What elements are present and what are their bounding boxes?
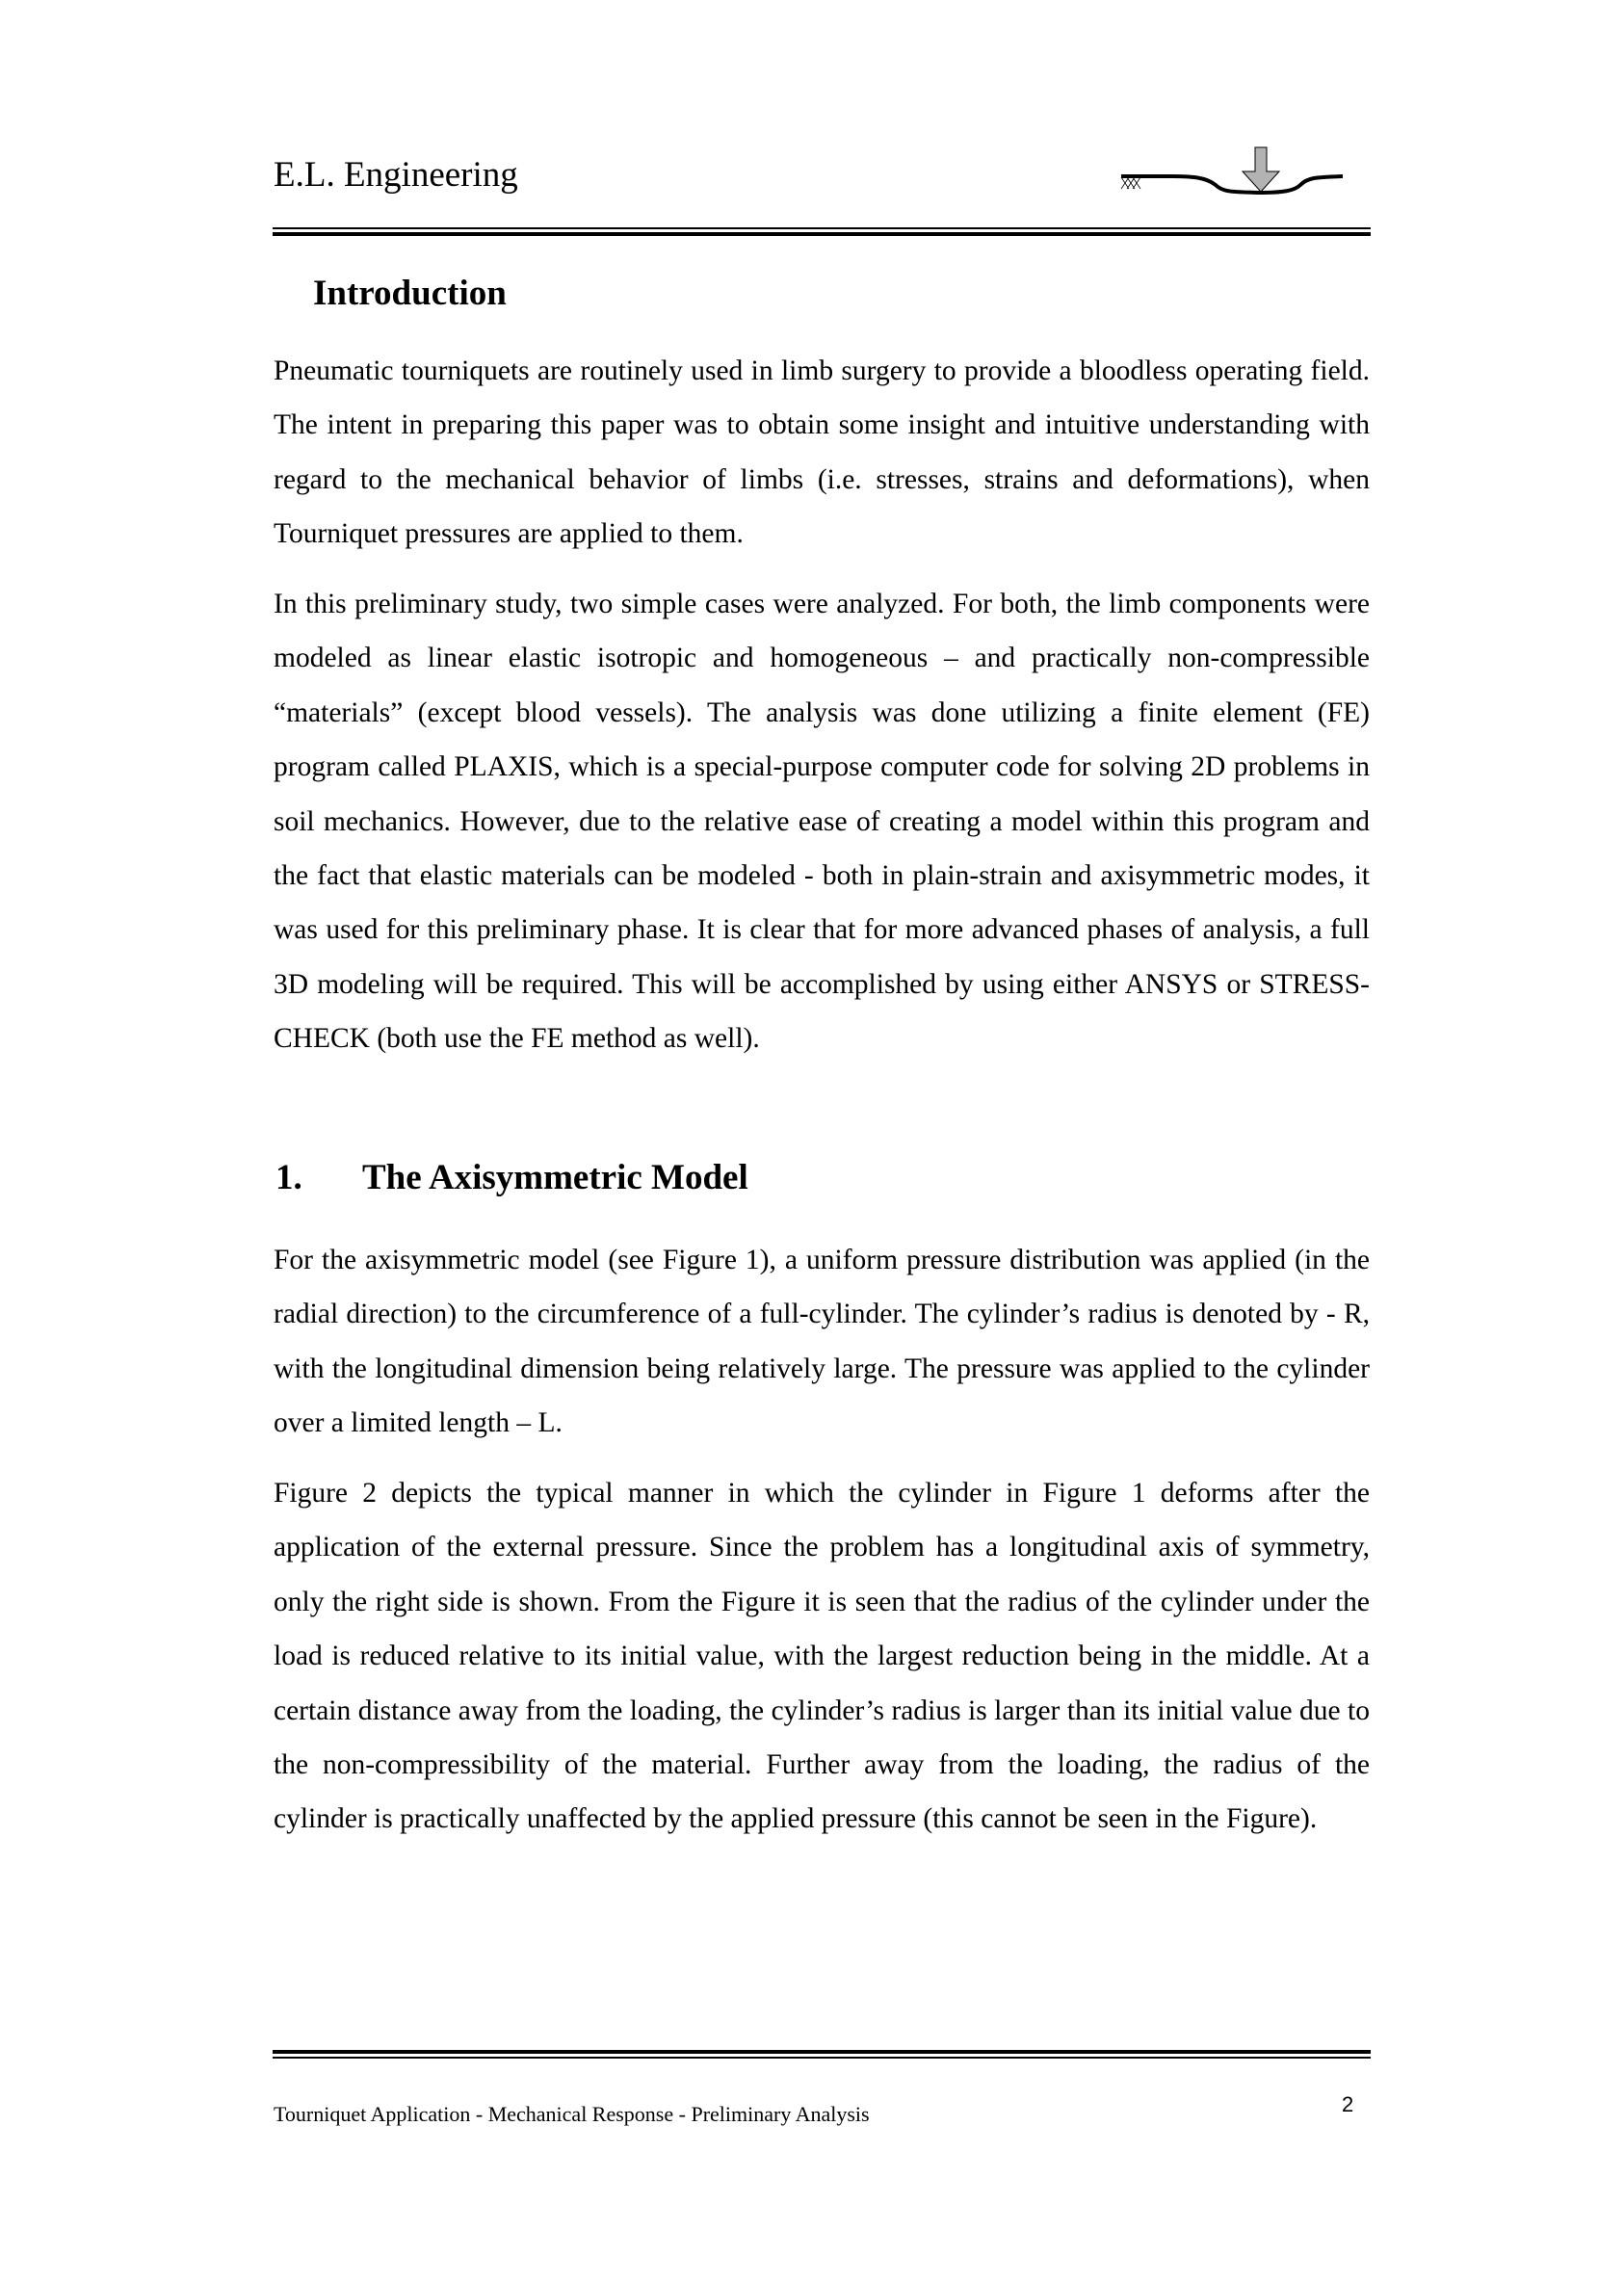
- section-number: 1.: [275, 1158, 302, 1197]
- ground-deformation-arrow-icon: [1119, 135, 1370, 202]
- section-1-paragraph-2: Figure 2 depicts the typical manner in which the cylinder in Figure 1 deforms after the application of the external pressure. Since the problem has a longitudinal axis of symmetry, only the right side is shown. From the Figure it is seen that the radius of the cylinder under the load is reduced relative to its initial value, with the largest reduction being in the middle. At a certain distance away from the loading, the cylinder’s radius is larger than its initial value due to the non-compressibility of the material. Further away from the loading, the radius of the cylinder is practically unaffected by the applied pressure (this cannot be seen in the Figure).: [274, 1478, 1370, 1835]
- intro-heading: Introduction: [313, 274, 507, 313]
- footer-divider: [273, 2050, 1371, 2059]
- intro-paragraph-1: Pneumatic tourniquets are routinely used in limb surgery to provide a bloodless operating field. The intent in preparing this paper was to obtain some insight and intuitive understanding with regard to the mechanical behavior of limbs (i.e. stresses, strains and deformations), when Tourniquet pressures are applied to them.: [274, 355, 1370, 550]
- header-divider: [273, 227, 1371, 236]
- section-1-heading: [275, 1156, 748, 1200]
- hatch-support-icon: [1121, 177, 1140, 189]
- deformed-surface-line: [1121, 176, 1343, 193]
- footer-document-title: Tourniquet Application - Mechanical Response - Preliminary Analysis: [274, 2102, 870, 2126]
- page-number: 2: [1342, 2092, 1354, 2116]
- section-1-paragraph-1: For the axisymmetric model (see Figure 1), a uniform pressure distribution was applied (in the radial direction) to the circumference of a full-cylinder. The cylinder’s radius is denoted by - R, with the longitudinal dimension being relatively large. The pressure was applied to the cylinder over a limited length – L.: [274, 1245, 1370, 1439]
- intro-paragraph-2: In this preliminary study, two simple cases were analyzed. For both, the limb components were modeled as linear elastic isotropic and homogeneous – and practically non-compressible “materials” (except blood vessels). The analysis was done utilizing a finite element (FE) program called PLAXIS, which is a special-purpose computer code for solving 2D problems in soil mechanics. However, due to the relative ease of creating a model within this program and the fact that elastic materials can be modeled - both in plain-strain and axisymmetric modes, it was used for this preliminary phase. It is clear that for more advanced phases of analysis, a full 3D modeling will be required. This will be accomplished by using either ANSYS or STRESS-CHECK (both use the FE method as well).: [274, 589, 1370, 1055]
- load-arrow-icon: [1243, 147, 1279, 192]
- header-company-name: E.L. Engineering: [274, 155, 518, 195]
- section-title: The Axisymmetric Model: [362, 1158, 748, 1197]
